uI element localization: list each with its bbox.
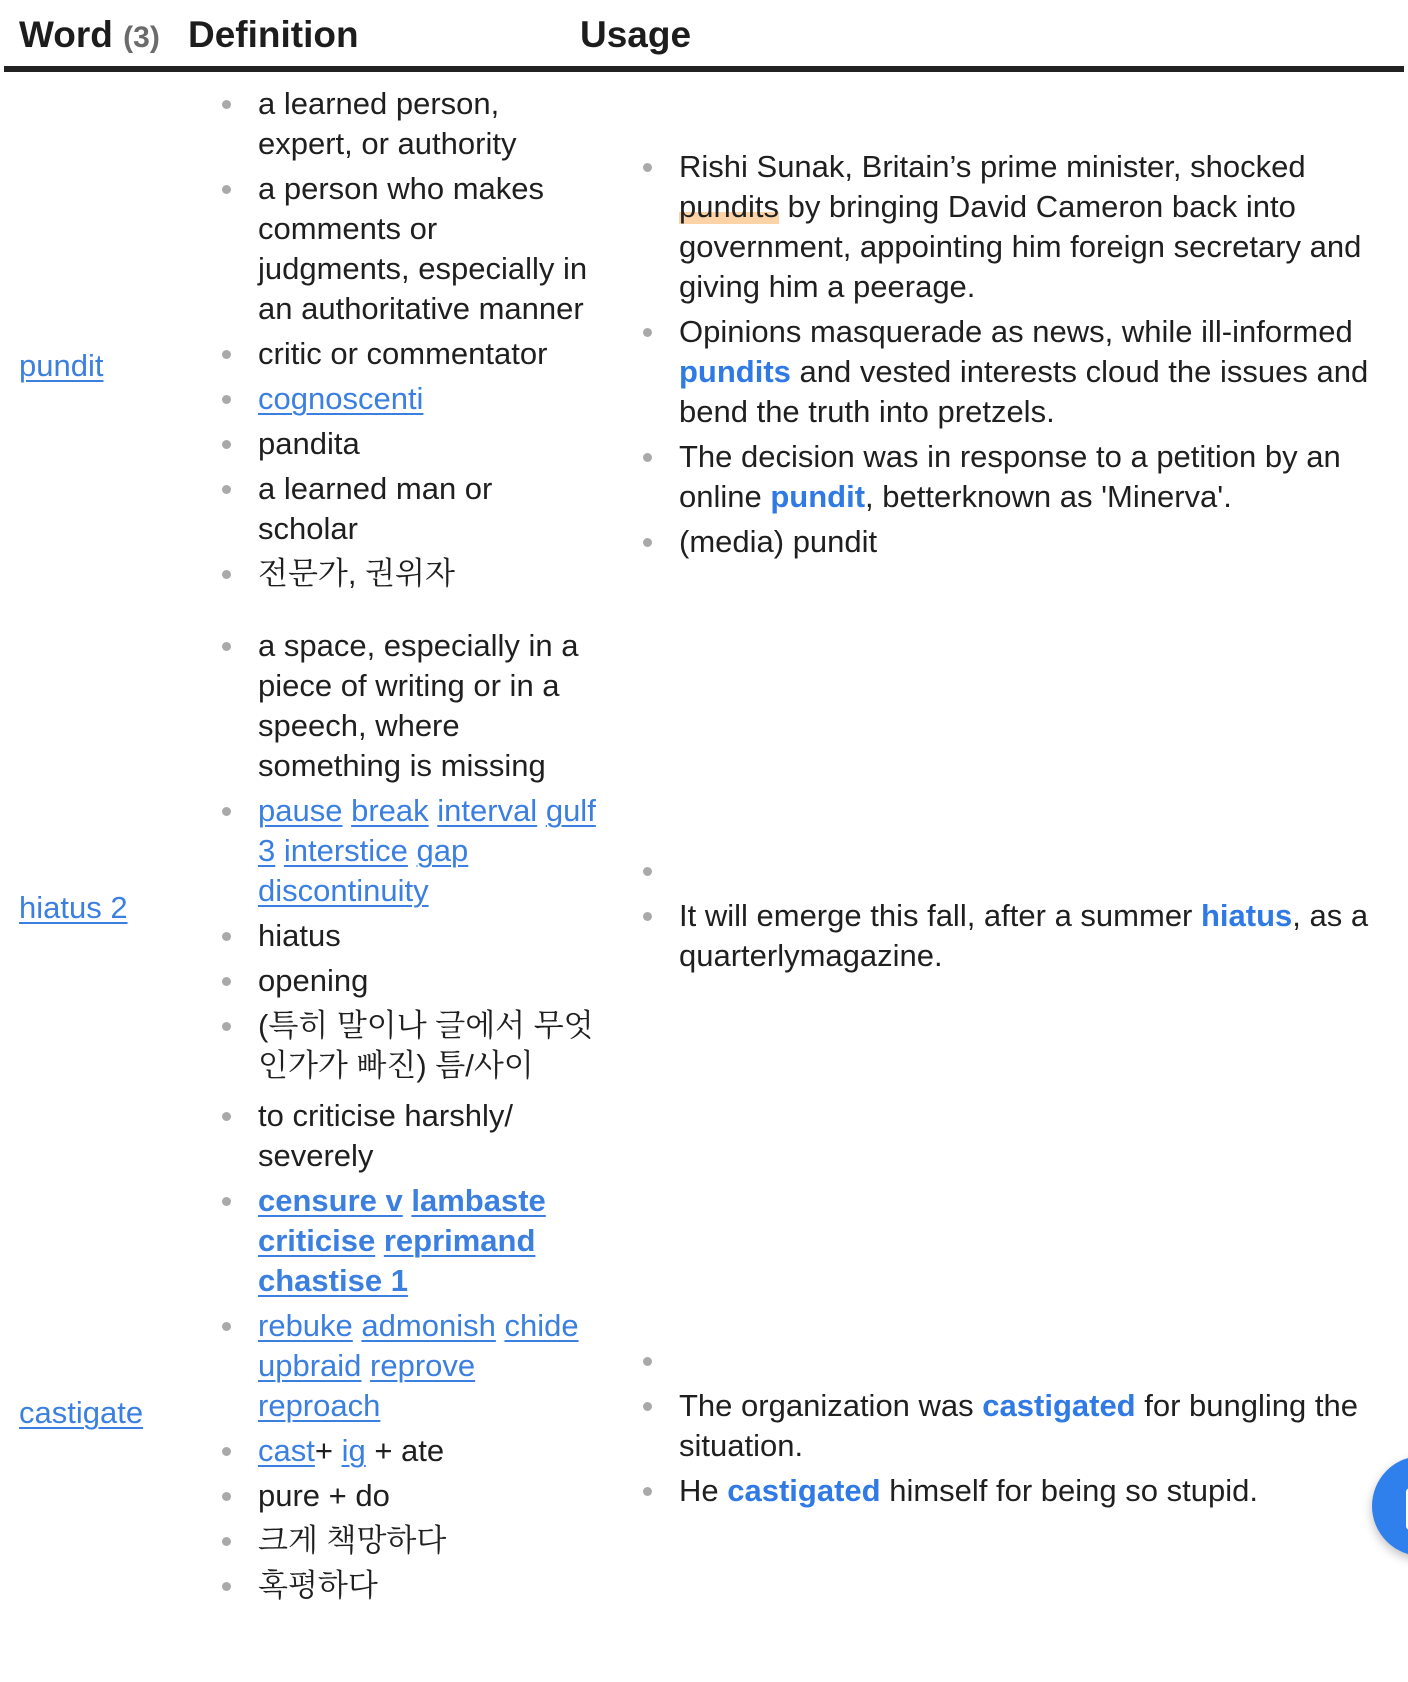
- definition-item: [216, 379, 596, 419]
- header-word-label: Word: [19, 14, 113, 55]
- usage-text: The decision was in response to a petition by an online: [679, 439, 1341, 514]
- usage-item: [637, 147, 1397, 307]
- header-word[interactable]: [19, 12, 160, 61]
- usage-highlight: castigated: [727, 1473, 881, 1508]
- synonym-link[interactable]: gulf 3: [258, 793, 596, 868]
- usage-item: [637, 1386, 1397, 1466]
- definition-item: hiatus: [216, 916, 596, 956]
- usage-text: by bringing David Cameron back into government, appointing him foreign secretary and giving him a peerage.: [679, 189, 1362, 304]
- definition-item: [216, 1181, 596, 1301]
- usage-list: [637, 851, 1397, 981]
- usage-item-empty: [637, 1341, 1397, 1381]
- word-link-hiatus[interactable]: hiatus 2: [19, 890, 128, 925]
- definition-list: [216, 626, 596, 1091]
- usage-highlight: pundits: [679, 354, 791, 389]
- usage-text: and vested interests cloud the issues and bend the truth into pretzels.: [679, 354, 1369, 429]
- synonym-link[interactable]: admonish: [361, 1308, 496, 1343]
- synonym-link[interactable]: pause: [258, 793, 343, 828]
- table-header: [0, 0, 1408, 72]
- header-usage[interactable]: Usage: [580, 14, 692, 55]
- synonym-link[interactable]: lambaste: [411, 1183, 546, 1218]
- definition-link[interactable]: cognoscenti: [258, 381, 424, 416]
- etymology-text: +: [314, 1433, 342, 1468]
- word-link-castigate[interactable]: castigate: [19, 1395, 144, 1430]
- definition-item: pure + do: [216, 1476, 596, 1516]
- usage-text: Opinions masquerade as news, while ill-informed: [679, 314, 1353, 349]
- usage-text: Rishi Sunak, Britain’s prime minister, shocked: [679, 149, 1306, 184]
- usage-item: [637, 312, 1397, 432]
- synonym-link[interactable]: gap: [416, 833, 469, 868]
- usage-item: (media) pundit: [637, 522, 1397, 562]
- usage-list: [637, 147, 1397, 567]
- definition-item: a learned person, expert, or authority: [216, 84, 596, 164]
- synonym-link[interactable]: censure v: [258, 1183, 403, 1218]
- usage-item: [637, 437, 1397, 517]
- synonym-link[interactable]: interstice: [283, 833, 408, 868]
- synonym-link[interactable]: criticise: [258, 1223, 376, 1258]
- synonym-link[interactable]: reprimand: [383, 1223, 536, 1258]
- etymology-text: + ate: [365, 1433, 445, 1468]
- definition-item: [216, 1306, 596, 1426]
- usage-item: [637, 1471, 1397, 1511]
- synonym-link[interactable]: upbraid: [258, 1348, 362, 1383]
- synonym-link[interactable]: chastise 1: [258, 1263, 408, 1298]
- usage-list: [637, 1341, 1397, 1516]
- definition-item: [216, 791, 596, 911]
- definition-item: a person who makes comments or judgments, especially in an authoritative manner: [216, 169, 596, 329]
- usage-text: , betterknown as 'Minerva'.: [865, 479, 1232, 514]
- synonym-link[interactable]: break: [351, 793, 429, 828]
- header-divider: [4, 66, 1404, 72]
- header-definition[interactable]: Definition: [188, 14, 359, 55]
- word-cell: [19, 888, 128, 928]
- definition-item: a space, especially in a piece of writing or in a speech, where something is missing: [216, 626, 596, 786]
- definition-item: 크게 책망하다: [216, 1521, 596, 1561]
- definition-list: [216, 84, 596, 599]
- synonym-link[interactable]: discontinuity: [258, 873, 429, 908]
- synonym-link[interactable]: reprove: [370, 1348, 476, 1383]
- header-word-count: (3): [123, 21, 160, 54]
- usage-text: , as a quarterlymagazine.: [679, 898, 1369, 973]
- usage-marked-word: pundits: [679, 189, 779, 224]
- definition-item: critic or commentator: [216, 334, 596, 374]
- usage-highlight: hiatus: [1201, 898, 1293, 933]
- synonym-link[interactable]: chide: [504, 1308, 579, 1343]
- usage-highlight: castigated: [982, 1388, 1136, 1423]
- usage-text: for bungling the situation.: [679, 1388, 1358, 1463]
- synonym-link[interactable]: rebuke: [258, 1308, 353, 1343]
- usage-text: It will emerge this fall, after a summer: [679, 898, 1201, 933]
- definition-item: a learned man or scholar: [216, 469, 596, 549]
- synonym-link[interactable]: reproach: [258, 1388, 381, 1423]
- word-cell: [19, 1393, 143, 1433]
- usage-item-empty: [637, 851, 1397, 891]
- definition-item: to criticise harshly/ severely: [216, 1096, 596, 1176]
- etymology-link[interactable]: cast: [258, 1433, 315, 1468]
- word-cell: [19, 346, 103, 386]
- usage-highlight: pundit: [770, 479, 866, 514]
- definition-item: (특히 말이나 글에서 무엇인가가 빠진) 틈/사이: [216, 1006, 596, 1086]
- definition-item: 혹평하다: [216, 1566, 596, 1606]
- etymology-link[interactable]: ig: [341, 1433, 366, 1468]
- definition-item: [216, 1431, 596, 1471]
- definition-list: [216, 1096, 596, 1611]
- definition-item: pandita: [216, 424, 596, 464]
- usage-text: He: [679, 1473, 728, 1508]
- usage-item: [637, 896, 1397, 976]
- usage-text: himself for being so stupid.: [880, 1473, 1258, 1508]
- usage-text: The organization was: [679, 1388, 983, 1423]
- definition-item: opening: [216, 961, 596, 1001]
- synonym-link[interactable]: interval: [437, 793, 538, 828]
- word-link-pundit[interactable]: pundit: [19, 348, 104, 383]
- definition-item: 전문가, 권위자: [216, 554, 596, 594]
